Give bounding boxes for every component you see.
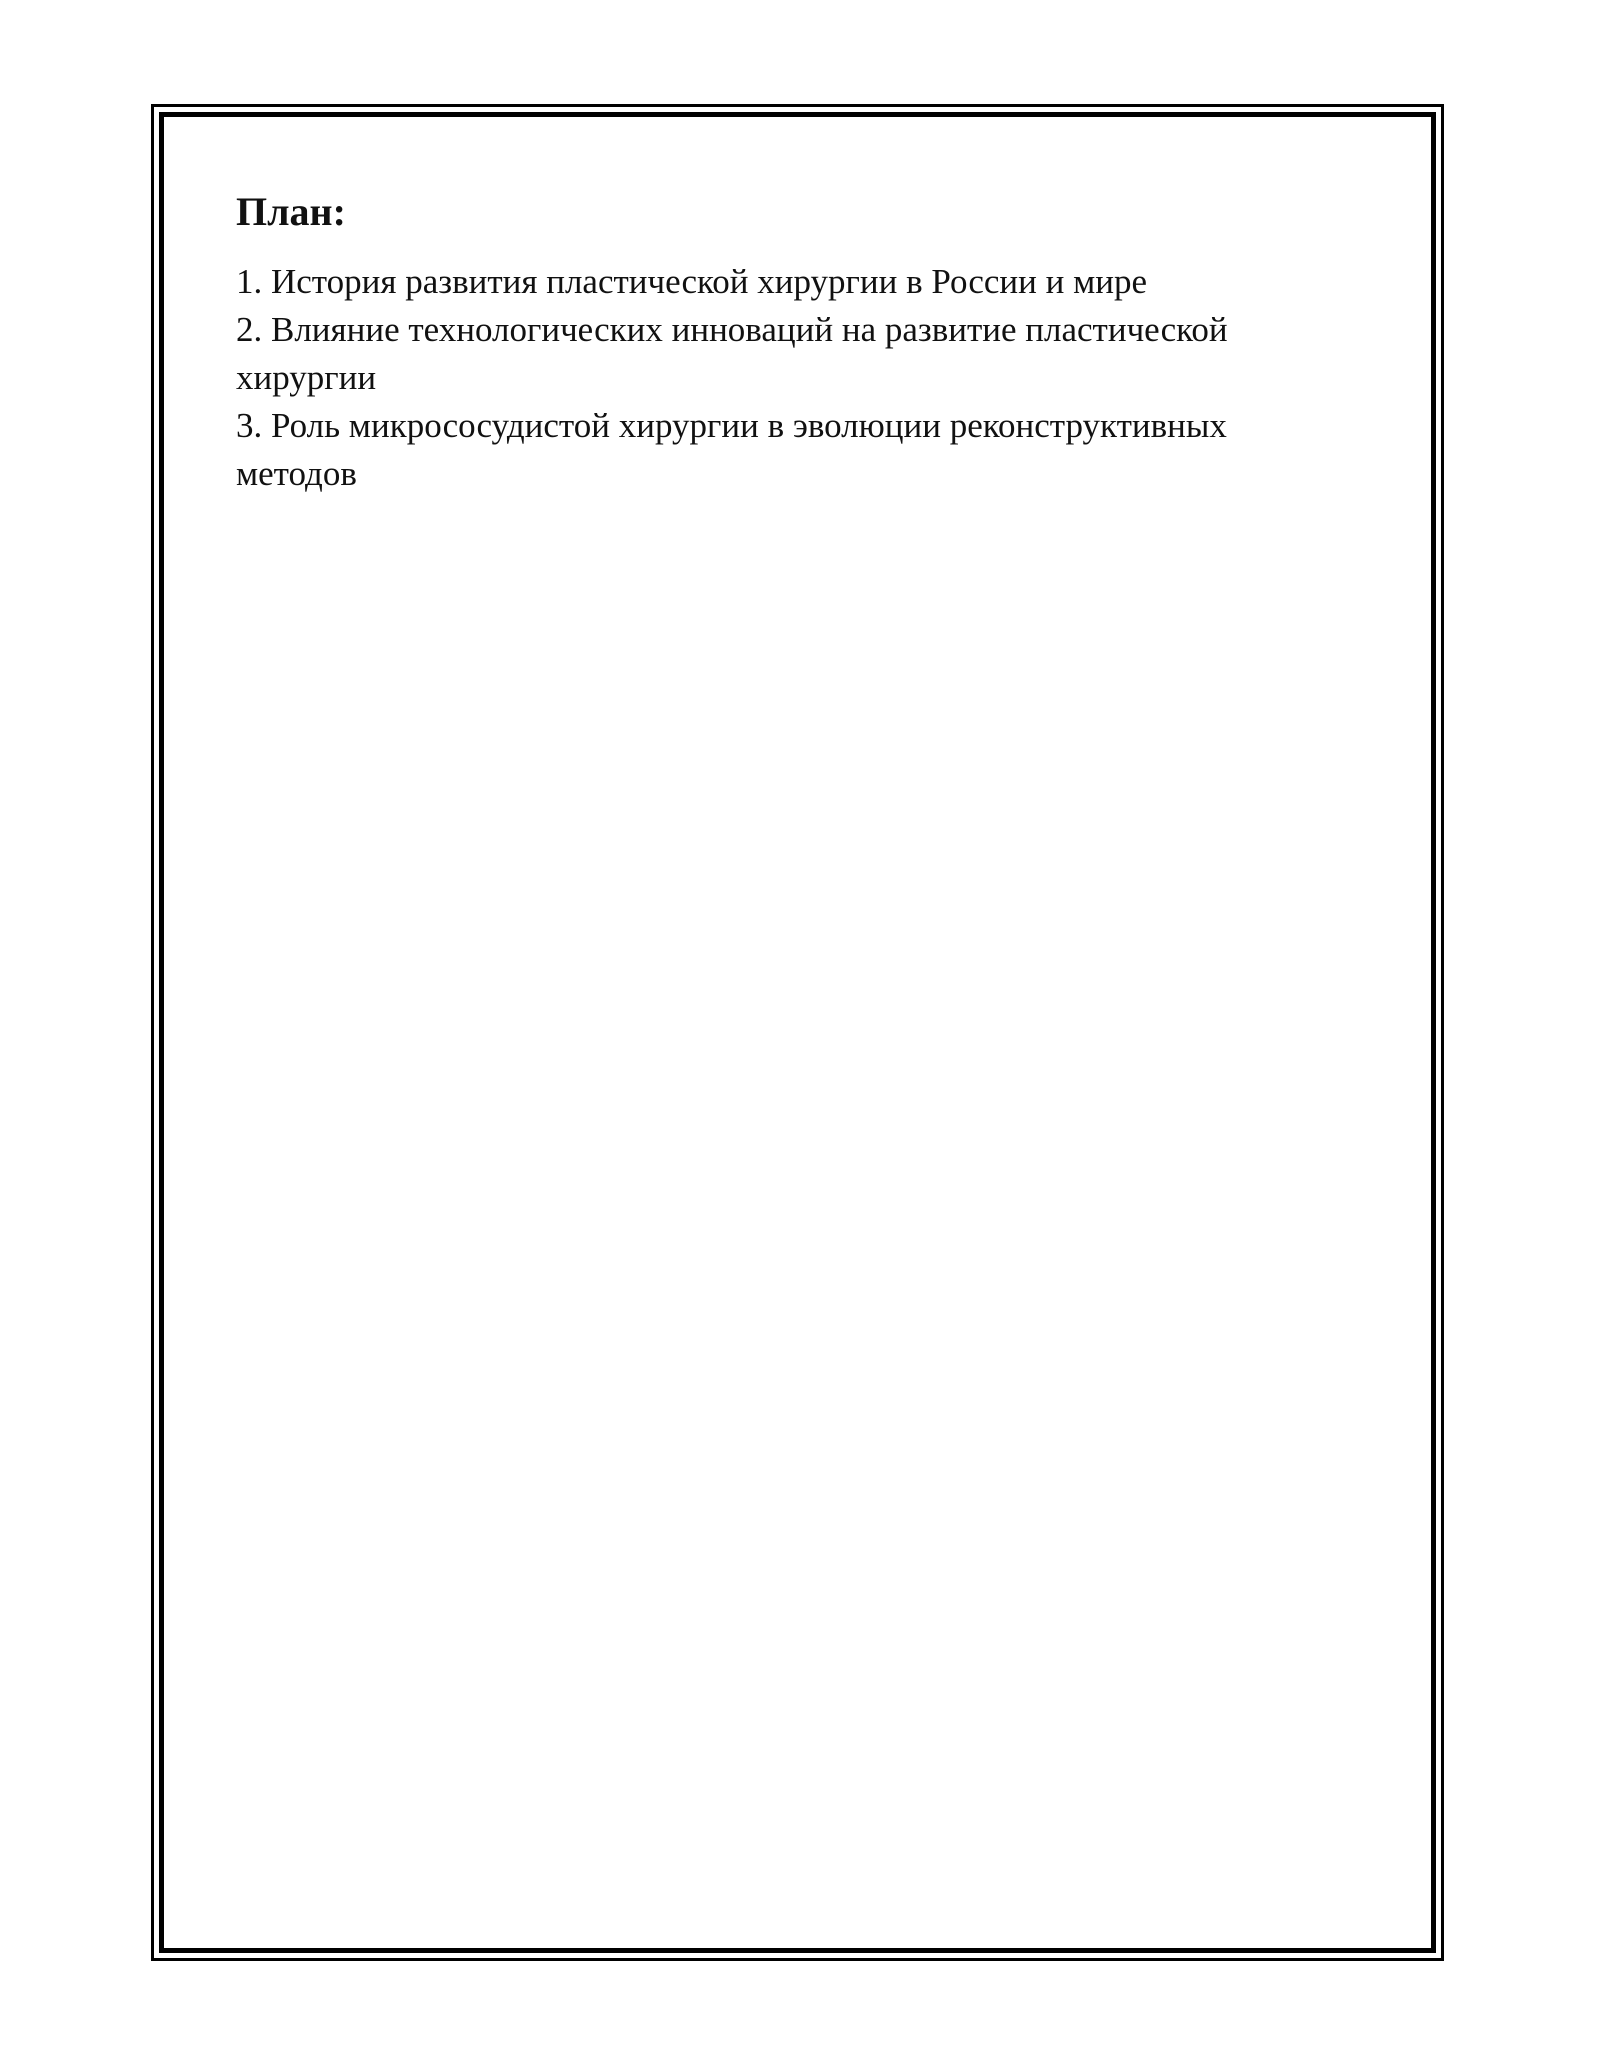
plan-item-3: 3. Роль микрососудистой хирургии в эволюции реконструктивных методов — [236, 406, 1227, 493]
plan-list — [236, 258, 1356, 498]
plan-heading: План: — [236, 189, 346, 234]
page-content — [236, 186, 1356, 498]
plan-item-1: 1. История развития пластической хирургии в России и мире — [236, 262, 1148, 301]
plan-item-2: 2. Влияние технологических инноваций на развитие пластической хирургии — [236, 310, 1228, 397]
